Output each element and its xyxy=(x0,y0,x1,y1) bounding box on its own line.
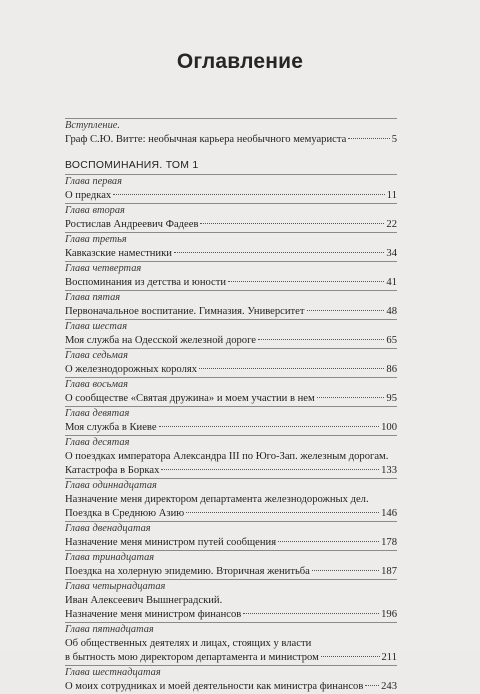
dot-leader xyxy=(161,469,379,470)
chapter-line xyxy=(65,507,397,521)
dot-leader xyxy=(200,223,384,224)
page-number: 48 xyxy=(386,306,397,317)
page-number: 86 xyxy=(386,364,397,375)
chapter-title: Моя служба в Киеве xyxy=(65,422,157,433)
chapter-title: Катастрофа в Борках xyxy=(65,465,160,476)
chapter-title: Поездка в Среднюю Азию xyxy=(65,508,185,519)
dot-leader xyxy=(186,512,379,513)
page-number: 100 xyxy=(381,422,397,433)
chapter-title-line: Об общественных деятелях и лицах, стоящих у власти xyxy=(65,638,312,649)
chapter-line xyxy=(65,464,397,478)
chapter-label: Глава восьмая xyxy=(65,379,129,390)
chapter-title: Первоначальное воспитание. Гимназия. Университет xyxy=(65,306,305,317)
dot-leader xyxy=(199,368,384,369)
chapter-label: Глава пятая xyxy=(65,292,121,303)
chapter-title: Воспоминания из детства и юности xyxy=(65,277,227,288)
dot-leader xyxy=(113,194,385,195)
chapter-entry[interactable] xyxy=(65,349,397,377)
dot-leader xyxy=(321,656,380,657)
chapter-line xyxy=(65,276,397,290)
chapter-label: Глава одиннадцатая xyxy=(65,480,157,491)
page-number: 95 xyxy=(386,393,397,404)
chapter-title: О железнодорожных королях xyxy=(65,364,198,375)
page-number: 65 xyxy=(386,335,397,346)
page-number: 178 xyxy=(381,537,397,548)
intro-entry xyxy=(65,119,397,147)
dot-leader xyxy=(228,281,384,282)
chapter-entry[interactable] xyxy=(65,479,397,521)
chapter-label: Глава десятая xyxy=(65,437,130,448)
chapter-label: Глава вторая xyxy=(65,205,125,216)
dot-leader xyxy=(159,426,380,427)
chapter-entry[interactable] xyxy=(65,262,397,290)
chapter-label: Глава девятая xyxy=(65,408,130,419)
chapter-title: О моих сотрудниках и моей деятельности как министра финансов xyxy=(65,681,364,692)
dot-leader xyxy=(243,613,379,614)
chapter-label: Глава тринадцатая xyxy=(65,552,155,563)
chapter-entry[interactable] xyxy=(65,291,397,319)
dot-leader xyxy=(365,685,379,686)
chapter-entry[interactable] xyxy=(65,378,397,406)
chapter-title: Назначение меня министром финансов xyxy=(65,609,242,620)
page-number: 211 xyxy=(381,652,397,663)
page-number: 41 xyxy=(386,277,397,288)
chapter-title-line: Назначение меня директором департамента железнодорожных дел. xyxy=(65,494,369,505)
dot-leader xyxy=(258,339,384,340)
chapter-entry[interactable] xyxy=(65,522,397,550)
chapter-entry[interactable] xyxy=(65,436,397,478)
page-title: Оглавление xyxy=(176,50,304,73)
chapter-line xyxy=(65,334,397,348)
chapter-label: Глава шестая xyxy=(65,321,128,332)
intro-label: Вступление. xyxy=(65,120,120,131)
page-number: 11 xyxy=(386,190,397,201)
section-heading: ВОСПОМИНАНИЯ. ТОМ 1 xyxy=(65,160,199,171)
chapter-line xyxy=(65,218,397,232)
chapter-label: Глава шестнадцатая xyxy=(65,667,161,678)
chapter-line xyxy=(65,421,397,435)
page-number: 146 xyxy=(381,508,397,519)
chapter-entry[interactable] xyxy=(65,666,397,694)
page-number: 196 xyxy=(381,609,397,620)
dot-leader xyxy=(317,397,385,398)
chapter-title-line: Иван Алексеевич Вышнеградский. xyxy=(65,595,223,606)
chapter-line xyxy=(65,680,397,694)
chapter-entry[interactable] xyxy=(65,175,397,203)
chapter-entry[interactable] xyxy=(65,623,397,665)
spacer xyxy=(65,147,397,159)
chapter-entry[interactable] xyxy=(65,407,397,435)
chapter-entry[interactable] xyxy=(65,551,397,579)
chapter-line xyxy=(65,189,397,203)
chapter-title: Ростислав Андреевич Фадеев xyxy=(65,219,199,230)
chapter-label: Глава двенадцатая xyxy=(65,523,151,534)
chapter-entry[interactable] xyxy=(65,204,397,232)
dot-leader xyxy=(348,138,389,139)
dot-leader xyxy=(278,541,379,542)
chapter-line xyxy=(65,565,397,579)
chapter-title: Кавказские наместники xyxy=(65,248,172,259)
chapter-line xyxy=(65,247,397,261)
page-number: 22 xyxy=(386,219,397,230)
page-number: 133 xyxy=(381,465,397,476)
chapter-line xyxy=(65,305,397,319)
page-number: 34 xyxy=(386,248,397,259)
page-number: 187 xyxy=(381,566,397,577)
chapter-title: в бытность мою директором департамента и министром xyxy=(65,652,319,663)
chapter-label: Глава третья xyxy=(65,234,127,245)
dot-leader xyxy=(312,570,379,571)
chapter-entry[interactable] xyxy=(65,580,397,622)
chapter-label: Глава седьмая xyxy=(65,350,128,361)
dot-leader xyxy=(174,252,385,253)
chapter-list xyxy=(65,174,397,694)
dot-leader xyxy=(307,310,385,311)
chapter-title: Моя служба на Одесской железной дороге xyxy=(65,335,257,346)
intro-line xyxy=(65,133,397,147)
chapter-line xyxy=(65,363,397,377)
chapter-label: Глава четвертая xyxy=(65,263,142,274)
chapter-line xyxy=(65,392,397,406)
chapter-line xyxy=(65,608,397,622)
chapter-label: Глава четырнадцатая xyxy=(65,581,166,592)
intro-text: Граф С.Ю. Витте: необычная карьера необычного мемуариста xyxy=(65,134,347,145)
chapter-line xyxy=(65,651,397,665)
chapter-title: Поездка на холерную эпидемию. Вторичная женитьба xyxy=(65,566,310,577)
chapter-label: Глава первая xyxy=(65,176,122,187)
chapter-title: О предках xyxy=(65,190,112,201)
chapter-title-line: О поездках императора Александра III по Юго-Зап. железным дорогам. xyxy=(65,451,389,462)
chapter-line xyxy=(65,536,397,550)
chapter-title: О сообществе «Святая дружина» и моем участии в нем xyxy=(65,393,315,404)
chapter-title: Назначение меня министром путей сообщения xyxy=(65,537,277,548)
chapter-label: Глава пятнадцатая xyxy=(65,624,154,635)
page-number: 5 xyxy=(391,134,397,145)
chapter-entry[interactable] xyxy=(65,233,397,261)
chapter-entry[interactable] xyxy=(65,320,397,348)
table-of-contents xyxy=(65,118,397,694)
page-number: 243 xyxy=(381,681,397,692)
